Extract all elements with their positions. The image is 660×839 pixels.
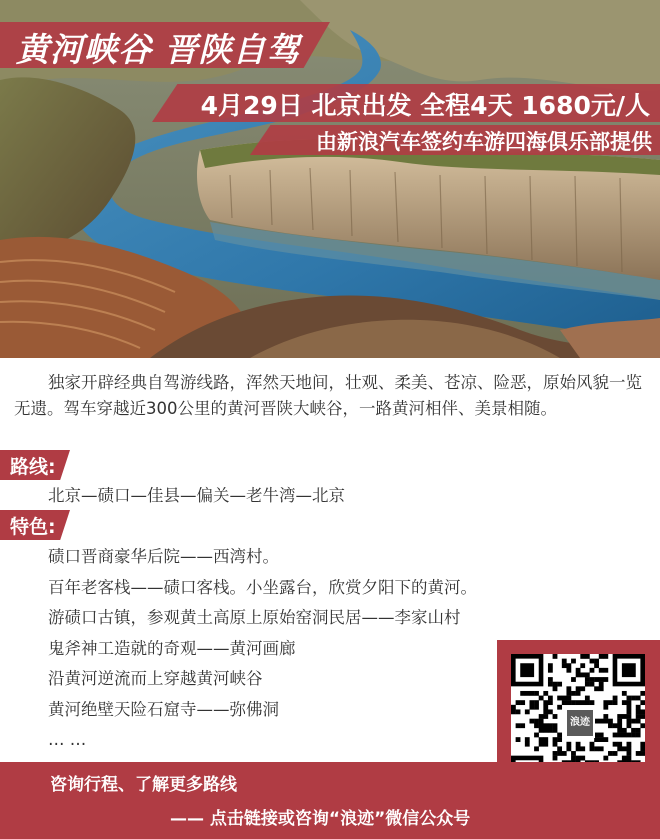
list-item: 沿黄河逆流而上穿越黄河峡谷 [48,669,263,688]
list-item: … … [48,730,87,749]
list-item: 碛口晋商豪华后院——西湾村。 [48,547,279,566]
hero-landscape-image [0,0,660,358]
footer-link-text[interactable]: —— 点击链接或咨询“浪迹”微信公众号 [170,809,471,829]
footer-consult-text: 咨询行程、了解更多路线 [50,775,237,795]
list-item: 鬼斧神工造就的奇观——黄河画廊 [48,638,296,658]
route-label: 路线: [10,456,56,478]
qr-center-logo: 浪迹 [565,708,595,738]
provider-text: 由新浪汽车签约车游四海俱乐部提供 [316,130,652,154]
features-label: 特色: [10,516,56,538]
feature-list [48,542,477,756]
poster-title: 黄河峡谷 晋陕自驾 [16,30,301,69]
list-item: 游碛口古镇，参观黄土高原上原始窑洞民居——李家山村 [48,608,461,627]
intro-paragraph: 独家开辟经典自驾游线路，浑然天地间，壮观、柔美、苍凉、险恶，原始风貌一览无遗。驾车穿越近300公里的黄河晋陕大峡谷，一路黄河相伴、美景相随。 [14,373,642,418]
footer-banner [0,762,660,839]
route-text: 北京—碛口—佳县—偏关—老牛湾—北京 [48,486,345,505]
trip-summary: 4月29日 北京出发 全程4天 1680元/人 [200,91,650,120]
list-item: 黄河绝壁天险石窟寺——弥佛洞 [48,699,279,719]
list-item: 百年老客栈——碛口客栈。小坐露台，欣赏夕阳下的黄河。 [48,577,477,597]
